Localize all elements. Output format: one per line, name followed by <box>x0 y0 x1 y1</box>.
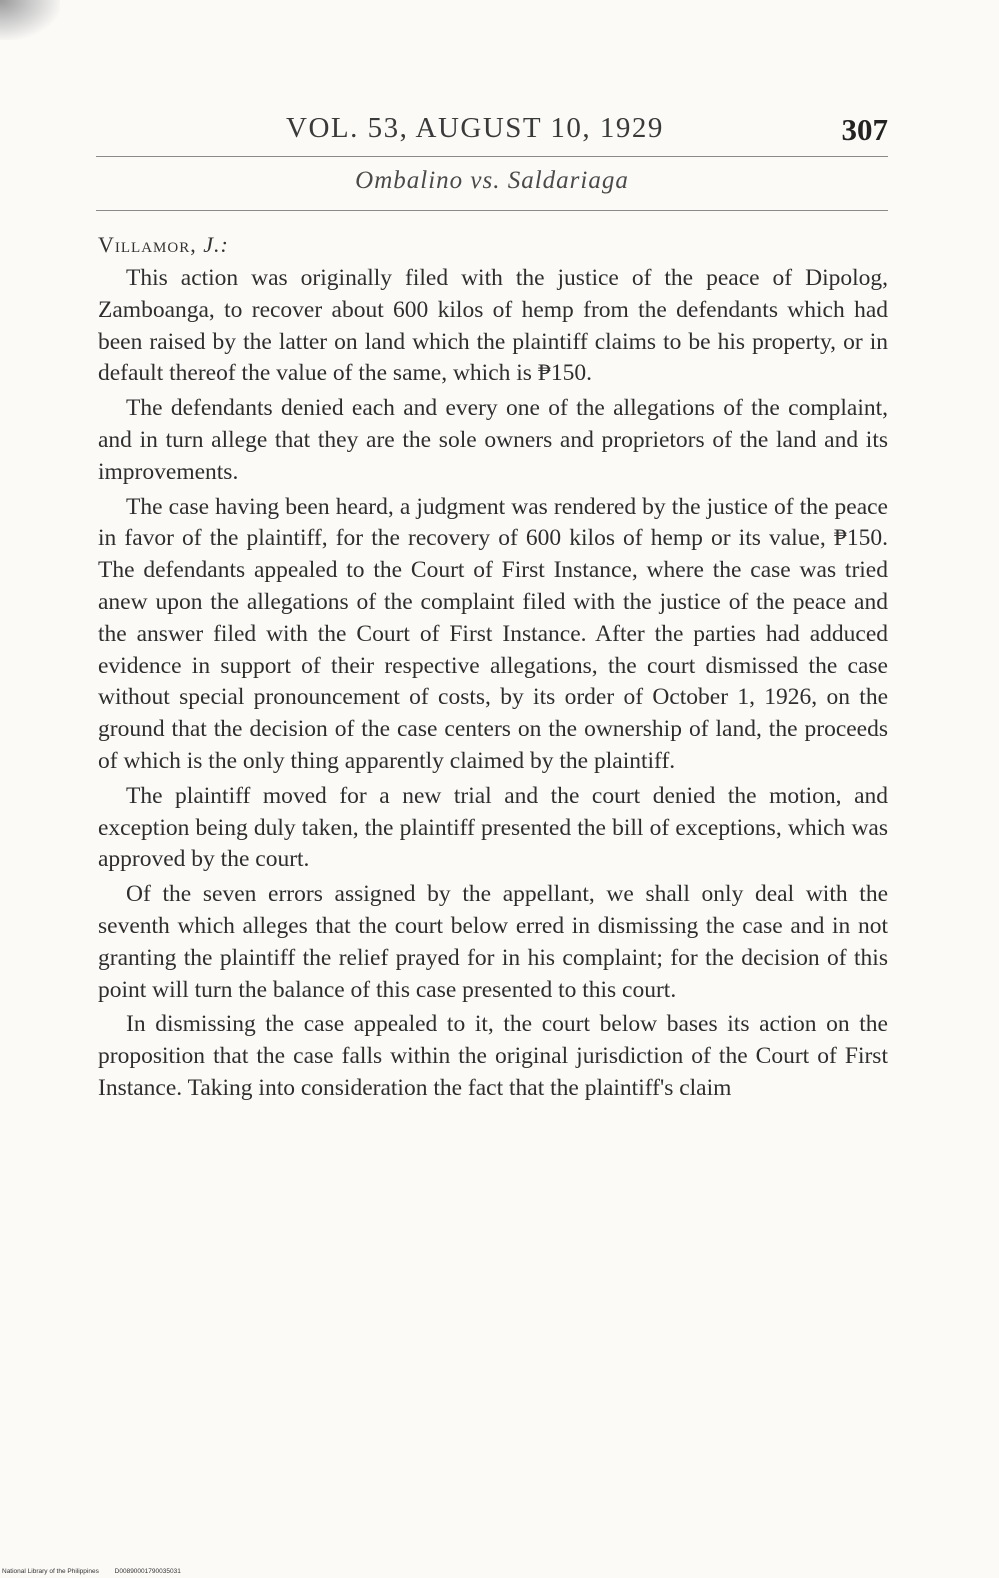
case-title: Ombalino vs. Saldariaga <box>355 167 629 194</box>
paragraph: The defendants denied each and every one of the allegations of the complaint, and in turn allege that they are the sole owners and proprietors of the land and its improvements. <box>98 395 888 485</box>
page-number: 307 <box>841 112 888 147</box>
running-head: VOL. 53, AUGUST 10, 1929 <box>286 112 664 144</box>
author-name: Villamor, <box>98 232 197 257</box>
opinion-body <box>98 263 888 1108</box>
header-rule-top <box>96 156 888 157</box>
paragraph: The case having been heard, a judgment was rendered by the justice of the peace in favor of the plaintiff, for the recovery of 600 kilos of hemp or its value, ₱150. The defendants appealed to the Court of First Instance, where the case was tried anew upon the allegations of the complaint filed with the justice of the peace and the answer filed with the Court of First Instance. After the parties had adduced evidence in support of their respective allegations, the court dismissed the case without special pronouncement of costs, by its order of October 1, 1926, on the ground that the decision of the case centers on the ownership of land, the proceeds of which is the only thing apparently claimed by the plaintiff. <box>98 493 888 774</box>
author-title: J.: <box>203 232 229 257</box>
footer-code: D0089000179003503​1 <box>114 1568 181 1575</box>
page-header <box>96 112 888 152</box>
scan-corner-shadow <box>0 0 60 40</box>
scan-footer <box>2 1568 195 1575</box>
opinion-author <box>98 232 229 258</box>
footer-library: National Library of the Philippines <box>2 1568 99 1575</box>
header-rule-bottom <box>96 210 888 211</box>
paragraph: This action was originally filed with the justice of the peace of Dipolog, Zamboanga, to recover about 600 kilos of hemp from the defendants which had been raised by the latter on land which the plaintiff claims to be his property, or in default thereof the value of the same, which is ₱150. <box>98 265 888 387</box>
paragraph: The plaintiff moved for a new trial and the court denied the motion, and exception being duly taken, the plaintiff presented the bill of exceptions, which was approved by the court. <box>98 782 888 873</box>
paragraph: Of the seven errors assigned by the appellant, we shall only deal with the seventh which alleges that the court below erred in dismissing the case and in not granting the plaintiff the relief prayed for in his complaint; for the decision of this point will turn the balance of this case presented to this court. <box>98 881 888 1003</box>
paragraph: In dismissing the case appealed to it, the court below bases its action on the proposition that the case falls within the original jurisdiction of the Court of First Instance. Taking into consideration the fact that the plaintiff's claim <box>98 1011 888 1101</box>
